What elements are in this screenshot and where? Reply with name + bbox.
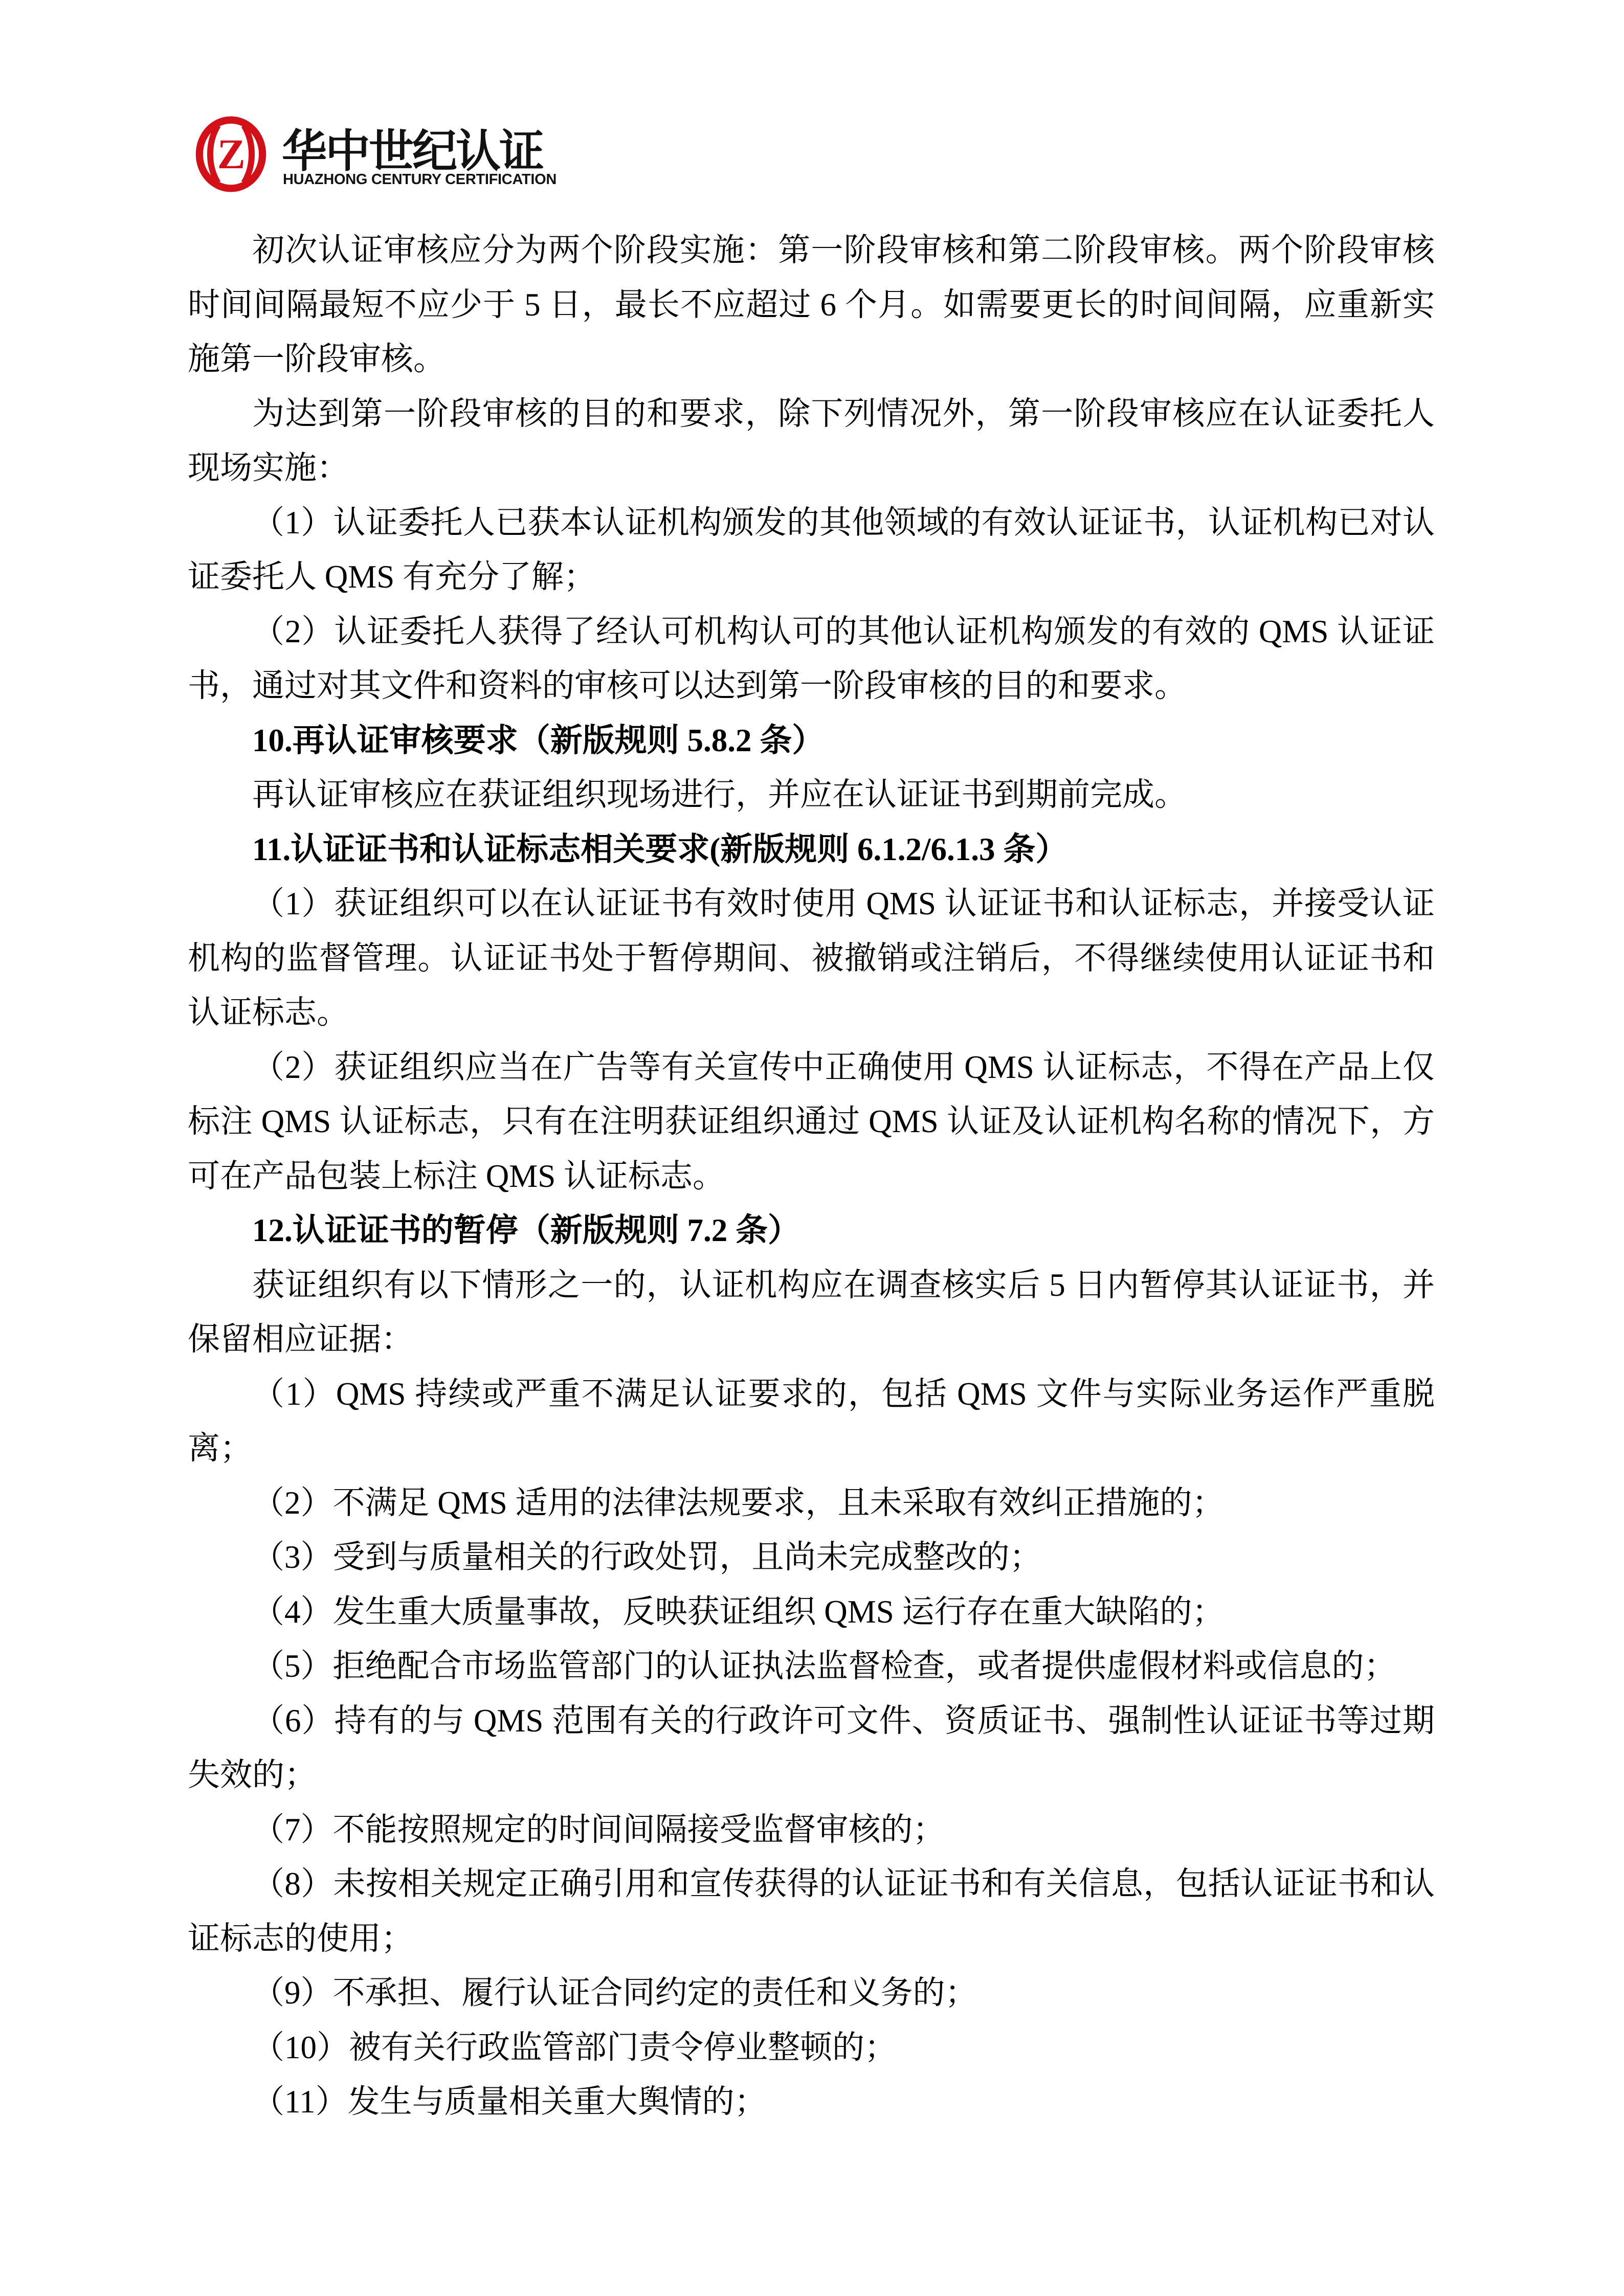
logo: [0, 0, 614, 220]
paragraph: （3）受到与质量相关的行政处罚，且尚未完成整改的；: [252, 1539, 1042, 1575]
paragraph: （2）认证委托人获得了经认可机构认可的其他认证机构颁发的有效的 QMS 认证证书，通过对其文件和资料的审核可以达到第一阶段审核的目的和要求。: [188, 613, 1435, 704]
paragraph: （1）获证组织可以在认证证书有效时使用 QMS 认证证书和认证标志，并接受认证机构的监督管理。认证证书处于暂停期间、被撤销或注销后，不得继续使用认证证书和认证标志。: [188, 886, 1435, 1030]
svg-text:Z: Z: [217, 131, 246, 178]
section-heading: 10.再认证审核要求（新版规则 5.8.2 条）: [252, 722, 825, 758]
paragraph: （1）认证委托人已获本认证机构颁发的其他领域的有效认证证书，认证机构已对认证委托人 QMS 有充分了解；: [188, 504, 1435, 595]
logo-icon: [195, 116, 267, 193]
logo-chinese-name: 华中世纪认证: [282, 126, 543, 176]
paragraph: （1）QMS 持续或严重不满足认证要求的，包括 QMS 文件与实际业务运作严重脱离；: [188, 1376, 1435, 1466]
paragraph: 为达到第一阶段审核的目的和要求，除下列情况外，第一阶段审核应在认证委托人现场实施：: [188, 395, 1435, 486]
paragraph: （10）被有关行政监管部门责令停业整顿的；: [252, 2029, 897, 2065]
paragraph: （6）持有的与 QMS 范围有关的行政许可文件、资质证书、强制性认证证书等过期失效的；: [188, 1702, 1435, 1793]
paragraph: （8）未按相关规定正确引用和宣传获得的认证证书和有关信息，包括认证证书和认证标志的使用；: [188, 1866, 1435, 1956]
paragraph: （5）拒绝配合市场监管部门的认证执法监督检查，或者提供虚假材料或信息的；: [252, 1648, 1396, 1684]
paragraph: 再认证审核应在获证组织现场进行，并应在认证证书到期前完成。: [252, 777, 1187, 813]
paragraph: （11）发生与质量相关重大舆情的；: [252, 2084, 767, 2120]
paragraph: 初次认证审核应分为两个阶段实施：第一阶段审核和第二阶段审核。两个阶段审核时间间隔最短不应少于 5 日，最长不应超过 6 个月。如需要更长的时间间隔，应重新实施第一阶段审核。: [188, 232, 1435, 377]
paragraph: （7）不能按照规定的时间间隔接受监督审核的；: [252, 1811, 945, 1848]
document-body: [188, 223, 1435, 2129]
paragraph: 获证组织有以下情形之一的，认证机构应在调查核实后 5 日内暂停其认证证书，并保留相应证据：: [188, 1267, 1435, 1357]
paragraph: （2）不满足 QMS 适用的法律法规要求，且未采取有效纠正措施的；: [252, 1484, 1225, 1521]
paragraph: （4）发生重大质量事故，反映获证组织 QMS 运行存在重大缺陷的；: [252, 1593, 1225, 1630]
paragraph: （9）不承担、履行认证合同约定的责任和义务的；: [252, 1975, 977, 2011]
section-heading: 11.认证证书和认证标志相关要求(新版规则 6.1.2/6.1.3 条）: [252, 831, 1068, 867]
paragraph: （2）获证组织应当在广告等有关宣传中正确使用 QMS 认证标志，不得在产品上仅标注 QMS 认证标志，只有在注明获证组织通过 QMS 认证及认证机构名称的情况下，方可在产品包装上标注 QMS 认证标志。: [188, 1049, 1435, 1194]
section-heading: 12.认证证书的暂停（新版规则 7.2 条）: [252, 1212, 800, 1248]
logo-english-name: HUAZHONG CENTURY CERTIFICATION: [283, 171, 557, 188]
